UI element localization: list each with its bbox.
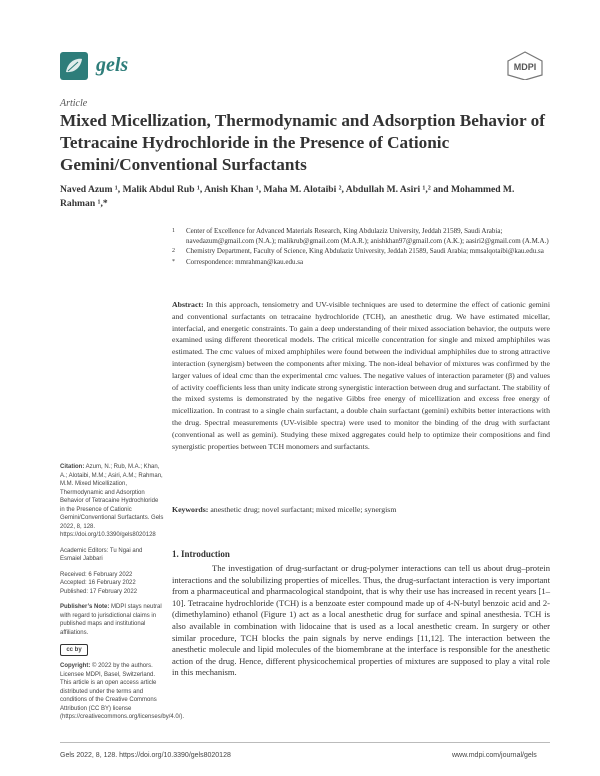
affiliation-1: 1 Center of Excellence for Advanced Materials Research, King Abdulaziz University, Jeddah 21589, Saudi Arabia; navedazum@gmail.com (N.A.); malikrub@gmail.com (M.A.R.); anishkhan97@gmail.com (A.K.); aasiri2@gmail.com (A.M.A.) (172, 227, 549, 246)
cc-by-badge-icon[interactable]: cc by (60, 644, 88, 656)
abstract (172, 299, 550, 452)
keywords (172, 504, 550, 515)
section-heading: 1. Introduction (172, 549, 230, 559)
keywords-text: anesthetic drug; novel surfactant; mixed micelle; synergism (210, 505, 397, 514)
publisher-note: Publisher’s Note: MDPI stays neutral with regard to jurisdictional claims in published maps and institutional affiliations. (60, 604, 162, 636)
introduction-text: The investigation of drug-surfactant or drug-polymer interactions can tell us about drug–protein interactions and the solubilizing properties of micelles. Thus, the drug-surfactant interaction is very important from a pharmaceutical and pharmacological standpoint, that is why their use has increased in recent years [1–10]. Tetracaine hydrochloride (TCH) is a benzoate ester compound made up of 4-N-butyl benzoic acid and 2-(dimethylamino) ethanol (Figure 1) act as a local anesthetic drug for surface and spinal anesthesia. TCH is also available in combination with lidocaine that is used as a local anesthetic cream. In surgery or other similar procedure, TCH blocks the pain signals by nerve endings [11,12]. The interaction between the anesthetic molecule and lipid molecules of the biomembrane at the interface is responsible for the anesthetic action of the drug. Hence, different physicochemical properties of mixtures are supposed to play a vital role in this mechanism. (172, 563, 550, 678)
author-list: Naved Azum ¹, Malik Abdul Rub ¹, Anish Khan ¹, Maha M. Alotaibi ², Abdullah M. Asiri ¹,² and Mohammed M. Rahman ¹,* (60, 184, 515, 209)
affiliation-2: 2 Chemistry Department, Faculty of Science, King Abdulaziz University, Jeddah 21589, Saudi Arabia; mmsalqotaibi@kau.edu.sa (172, 247, 544, 256)
academic-editors: Academic Editors: Tu Ngai and Esmaiel Jabbari (60, 547, 143, 562)
copyright: Copyright: © 2022 by the authors. Licensee MDPI, Basel, Switzerland. This article is an open access article distributed under the terms and conditions of the Creative Commons Attribution (CC BY) license (https://creativecommons.org/licenses/by/4.0/). (60, 663, 185, 720)
footer-journal-link[interactable]: www.mdpi.com/journal/gels (452, 752, 537, 759)
gels-leaf-icon (60, 52, 88, 80)
publisher-label: MDPI (513, 62, 537, 72)
dates: Received: 6 February 2022 Accepted: 16 February 2022 Published: 17 February 2022 (60, 571, 138, 595)
keywords-label: Keywords: (172, 505, 209, 514)
correspondence: * Correspondence: mmrahman@kau.edu.sa (172, 257, 304, 266)
journal-name[interactable]: gels (96, 54, 129, 76)
article-title: Mixed Micellization, Thermodynamic and Adsorption Behavior of Tetracaine Hydrochloride in the Presence of Cationic Gemini/Conventional Surfactants (60, 111, 545, 174)
article-type: Article (60, 98, 88, 109)
abstract-label: Abstract: (172, 300, 204, 309)
article-sidebar (60, 463, 185, 729)
footer-divider (60, 742, 550, 743)
mdpi-logo-icon[interactable] (505, 50, 545, 80)
affiliations (172, 226, 552, 267)
footer-citation: Gels 2022, 8, 128. https://doi.org/10.3390/gels8020128 (60, 752, 231, 759)
citation: Citation: Azum, N.; Rub, M.A.; Khan, A.; Alotaibi, M.M.; Asiri, A.M.; Rahman, M.M. Mixed Micellization, Thermodynamic and Adsorption Behavior of Tetracaine Hydrochloride in the Presence of Cationic Gemini/Conventional Surfactants. Gels 2022, 8, 128. https://doi.org/10.3390/gels8020128 (60, 464, 164, 538)
abstract-text: In this approach, tensiometry and UV-visible techniques are used to determine the effect of cationic gemini and conventional surfactants on tetracaine hydrochloride (TCH), an anesthetic drug. We have estimated micellar, interfacial, and energetic constraints. To gain a deep understanding of their mixed association behavior, the outputs were examined using different theoretical models. The critical micelle concentration for single and mixed amphiphiles was estimated. The cmc values of mixed amphiphiles were found between the individual amphiphiles due to strong attractive interaction (synergism) between the components after mixing. The non-ideal behavior of mixtures was confirmed by the larger values of ideal cmc than the experimental cmc values. The negative values of interaction parameter (β) and values of activity coefficients less than unity indicate strong synergistic interaction between drug and surfactant. The stability of the mixed systems is demonstrated by the negative Gibbs free energy of micellization and excess free energy of micellization. In contrast to a single chain surfactant, a double chain surfactant (gemini) exhibits better interactions with the drug. Spectral measurements (UV-visible spectra) were used to monitor the binding of the drug with surfactant (conventional as well as gemini). Studying these mixed aggregates could help to optimize their compositions and find synergistic properties between TCH monomers and surfactants. (172, 300, 550, 451)
